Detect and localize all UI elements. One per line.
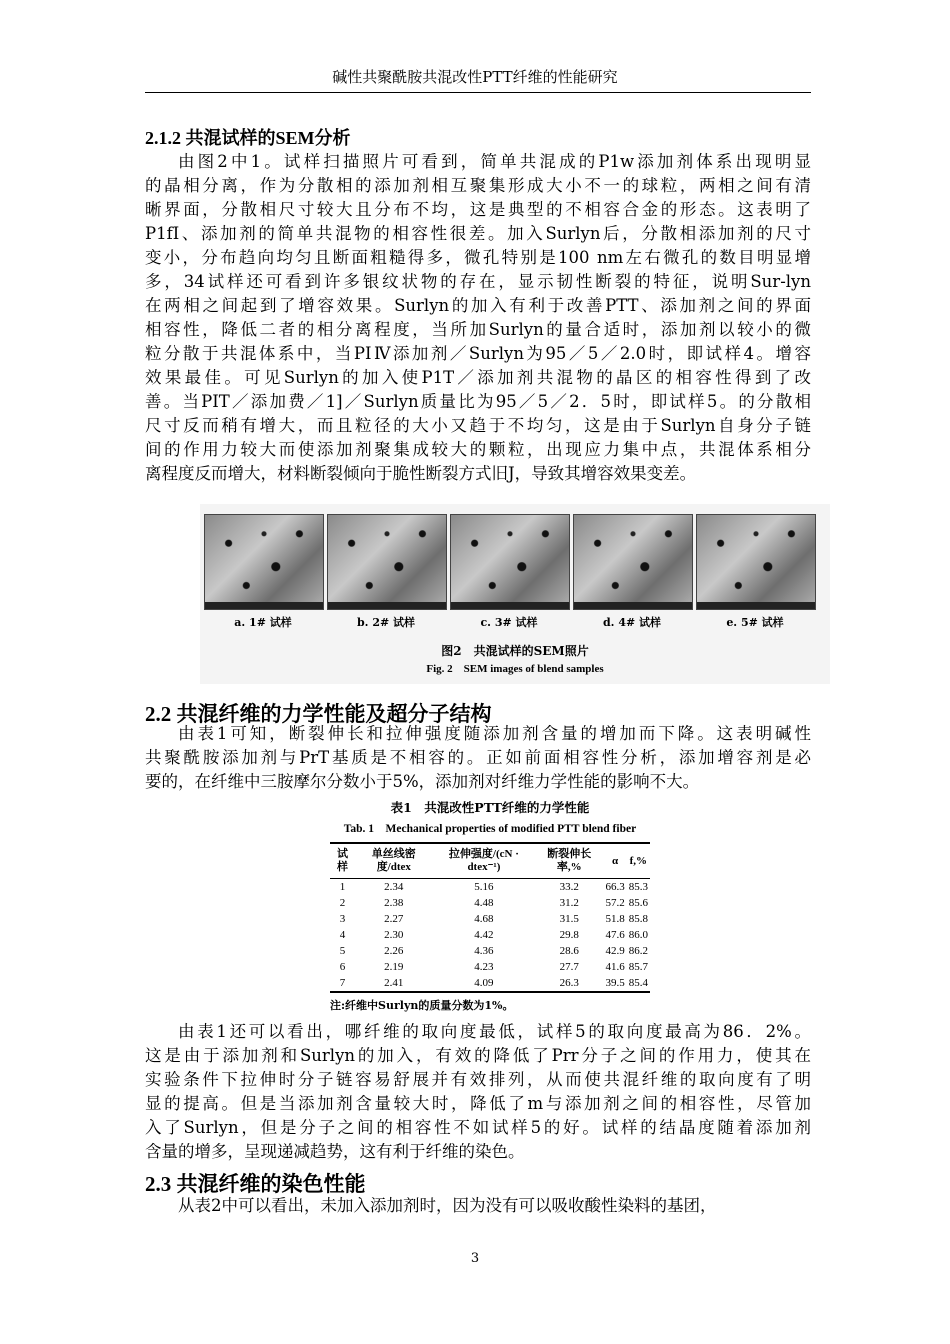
table-cell: 26.3 bbox=[559, 977, 579, 989]
text-line: 多，34试样还可看到许多银纹状物的存在，显示韧性断裂的特征，说明Sur-lyn bbox=[145, 272, 811, 291]
column-header: 单丝线密度/dtex bbox=[371, 848, 416, 873]
table-cell: 85.3 bbox=[628, 881, 648, 893]
text-line: 尺寸反而稍有增大，而且粒径的大小又趋于不均匀，这是由于Surlyn自身分子链 bbox=[145, 416, 811, 435]
text-line: 的晶相分离，作为分散相的添加剂相互聚集形成大小不一的球粒，两相之间有清 bbox=[145, 176, 811, 195]
table-cell: 29.8 bbox=[559, 929, 579, 941]
text-line: 入了Surlyn，但是分子之间的相容性不如试样5的好。试样的结晶度随着添加剂 bbox=[145, 1118, 811, 1137]
table-cell: 86.0 bbox=[628, 929, 648, 941]
table-cell: 42.9 bbox=[605, 945, 625, 957]
table-cell: 2.41 bbox=[384, 977, 404, 989]
page-header-title: 碱性共聚酰胺共混改性PTT纤维的性能研究 bbox=[332, 68, 618, 86]
table-cell: 5.16 bbox=[474, 881, 494, 893]
table-cell: 2.26 bbox=[384, 945, 404, 957]
table-cell: 31.5 bbox=[559, 913, 579, 925]
section-2-1-2-paragraph bbox=[145, 150, 811, 486]
section-2-2-paragraph bbox=[145, 722, 811, 794]
table-cell: 1 bbox=[339, 881, 346, 893]
sem-image-2 bbox=[327, 514, 447, 610]
table-cell: 41.6 bbox=[605, 961, 625, 973]
table-caption-en: Tab. 1 Mechanical properties of modified PTT blend fiber bbox=[343, 823, 637, 835]
table-cell: 85.4 bbox=[628, 977, 648, 989]
table-cell: 39.5 bbox=[605, 977, 625, 989]
column-header: 试样 bbox=[336, 848, 348, 873]
table-row bbox=[330, 895, 650, 911]
mechanical-properties-table bbox=[330, 842, 650, 993]
page-number: 3 bbox=[470, 1251, 480, 1266]
table-row bbox=[330, 911, 650, 927]
table-cell: 31.2 bbox=[559, 897, 579, 909]
table-cell: 6 bbox=[339, 961, 346, 973]
table-cell: 4.48 bbox=[474, 897, 494, 909]
section-2-2-paragraph-2 bbox=[145, 1020, 811, 1164]
text-line: 晰界面，分散相尺寸较大且分布不均，这是典型的不相容合金的形态。这表明了 bbox=[145, 200, 811, 219]
sem-image-4 bbox=[573, 514, 693, 610]
table-cell: 85.6 bbox=[628, 897, 648, 909]
text-line: 离程度反而增大，材料断裂倾向于脆性断裂方式旧J，导致其增容效果变差。 bbox=[145, 464, 697, 483]
section-2-3-paragraph bbox=[145, 1194, 811, 1218]
table-row bbox=[330, 975, 650, 992]
table-cell: 85.8 bbox=[628, 913, 648, 925]
table-cell: 3 bbox=[339, 913, 346, 925]
table-header-row bbox=[330, 843, 650, 879]
text-line: 由表1还可以看出，哪纤维的取向度最低，试样5的取向度最高为86．2%。 bbox=[178, 1022, 811, 1041]
text-line: P1fI、添加剂的简单共混物的相容性很差。加入Surlyn后，分散相添加剂的尺寸 bbox=[145, 224, 811, 243]
table-note: 注:纤维中Surlyn的质量分数为1%。 bbox=[330, 999, 514, 1012]
text-line: 共聚酰胺添加剂与PrT基质是不相容的。正如前面相容性分析，添加增容剂是必 bbox=[145, 748, 811, 767]
table-cell: 66.3 bbox=[605, 881, 625, 893]
text-line: 显的提高。但是当添加剂含量较大时，降低了m与添加剂之间的相容性，尽管加 bbox=[145, 1094, 811, 1113]
sem-image-3 bbox=[450, 514, 570, 610]
text-line: 从表2中可以看出，未加入添加剂时，因为没有可以吸收酸性染料的基团， bbox=[178, 1196, 717, 1215]
table-cell: 4.09 bbox=[474, 977, 494, 989]
table-cell: 4.23 bbox=[474, 961, 494, 973]
table-cell: 2.38 bbox=[384, 897, 404, 909]
table-cell: 2 bbox=[339, 897, 346, 909]
text-line: 含量的增多，呈现递减趋势，这有利于纤维的染色。 bbox=[145, 1142, 525, 1161]
text-line: 粒分散于共混体系中，当PIⅣ添加剂／Surlyn为95／5／2.0时，即试样4。增容 bbox=[145, 344, 811, 363]
text-line: 在两相之间起到了增容效果。Surlyn的加入有利于改善PTT、添加剂之间的界面 bbox=[145, 296, 811, 315]
table-cell: 86.2 bbox=[628, 945, 648, 957]
table-cell: 4.36 bbox=[474, 945, 494, 957]
table-caption-cn: 表1 共混改性PTT纤维的力学性能 bbox=[390, 800, 590, 815]
table-cell: 4 bbox=[339, 929, 346, 941]
sem-image-1 bbox=[204, 514, 324, 610]
column-header: 拉伸强度/(cN · dtex⁻¹) bbox=[448, 848, 519, 873]
figure-caption-cn: 图2 共混试样的SEM照片 bbox=[441, 644, 589, 658]
table-cell: 4.42 bbox=[474, 929, 494, 941]
text-line: 相容性，降低二者的相分离程度，当所加Surlyn的量合适时，添加剂以较小的微 bbox=[145, 320, 811, 339]
text-line: 由表1可知，断裂伸长和拉伸强度随添加剂含量的增加而下降。这表明碱性 bbox=[178, 724, 811, 743]
text-line: 由图2中1。试样扫描照片可看到，简单共混成的P1w添加剂体系出现明显 bbox=[178, 152, 811, 171]
sem-panel-label: c. 3# 试样 bbox=[480, 616, 538, 629]
sem-image-5 bbox=[696, 514, 816, 610]
table-cell: 2.19 bbox=[384, 961, 404, 973]
section-2-2-heading: 2.2 共混纤维的力学性能及超分子结构 bbox=[145, 702, 492, 726]
text-line: 这是由于添加剂和Surlyn的加入，有效的降低了Prr分子之间的作用力，使其在 bbox=[145, 1046, 811, 1065]
sem-panel-label: d. 4# 试样 bbox=[602, 616, 662, 629]
table-cell: 85.7 bbox=[628, 961, 648, 973]
section-2-1-2-heading: 2.1.2 共混试样的SEM分析 bbox=[145, 128, 351, 148]
section-2-3-heading: 2.3 共混纤维的染色性能 bbox=[145, 1172, 366, 1196]
table-cell: 27.7 bbox=[559, 961, 579, 973]
text-line: 效果最佳。可见Surlyn的加入使P1T／添加剂共混物的晶区的相容性得到了改 bbox=[145, 368, 811, 387]
table-cell: 47.6 bbox=[605, 929, 625, 941]
sem-panel-label: b. 2# 试样 bbox=[356, 616, 416, 629]
table-cell: 57.2 bbox=[605, 897, 625, 909]
table-cell: 51.8 bbox=[605, 913, 625, 925]
table-cell: 5 bbox=[339, 945, 346, 957]
table-cell: 2.30 bbox=[384, 929, 404, 941]
table-1 bbox=[330, 798, 650, 1013]
header-rule bbox=[145, 92, 811, 93]
sem-panel-label: a. 1# 试样 bbox=[234, 616, 292, 629]
text-line: 变小，分布趋向均匀且断面粗糙得多，微孔特别是100 nm左右微孔的数目明显增 bbox=[145, 248, 811, 267]
table-cell: 2.34 bbox=[384, 881, 404, 893]
table-cell: 2.27 bbox=[384, 913, 404, 925]
table-cell: 28.6 bbox=[559, 945, 579, 957]
figure-2-sem-images bbox=[200, 504, 830, 684]
text-line: 间的作用力较大而使添加剂聚集成较大的颗粒，出现应力集中点，共混体系相分 bbox=[145, 440, 811, 459]
table-cell: 7 bbox=[339, 977, 346, 989]
text-line: 善。当PIT／添加费／1]／Surlyn质量比为95／5／2．5时，即试样5。的分散相 bbox=[145, 392, 811, 411]
table-row bbox=[330, 943, 650, 959]
column-header: f,% bbox=[629, 854, 648, 867]
sem-panel-label: e. 5# 试样 bbox=[726, 616, 784, 629]
table-row bbox=[330, 879, 650, 896]
figure-caption-en: Fig. 2 SEM images of blend samples bbox=[426, 663, 604, 675]
table-row bbox=[330, 927, 650, 943]
text-line: 要的，在纤维中三胺摩尔分数小于5%，添加剂对纤维力学性能的影响不大。 bbox=[145, 772, 700, 791]
table-cell: 4.68 bbox=[474, 913, 494, 925]
column-header: 断裂伸长率,% bbox=[547, 848, 592, 873]
text-line: 实验条件下拉伸时分子链容易舒展并有效排列，从而使共混纤维的取向度有了明 bbox=[145, 1070, 811, 1089]
table-cell: 33.2 bbox=[559, 881, 579, 893]
column-header: α bbox=[612, 854, 619, 867]
table-row bbox=[330, 959, 650, 975]
